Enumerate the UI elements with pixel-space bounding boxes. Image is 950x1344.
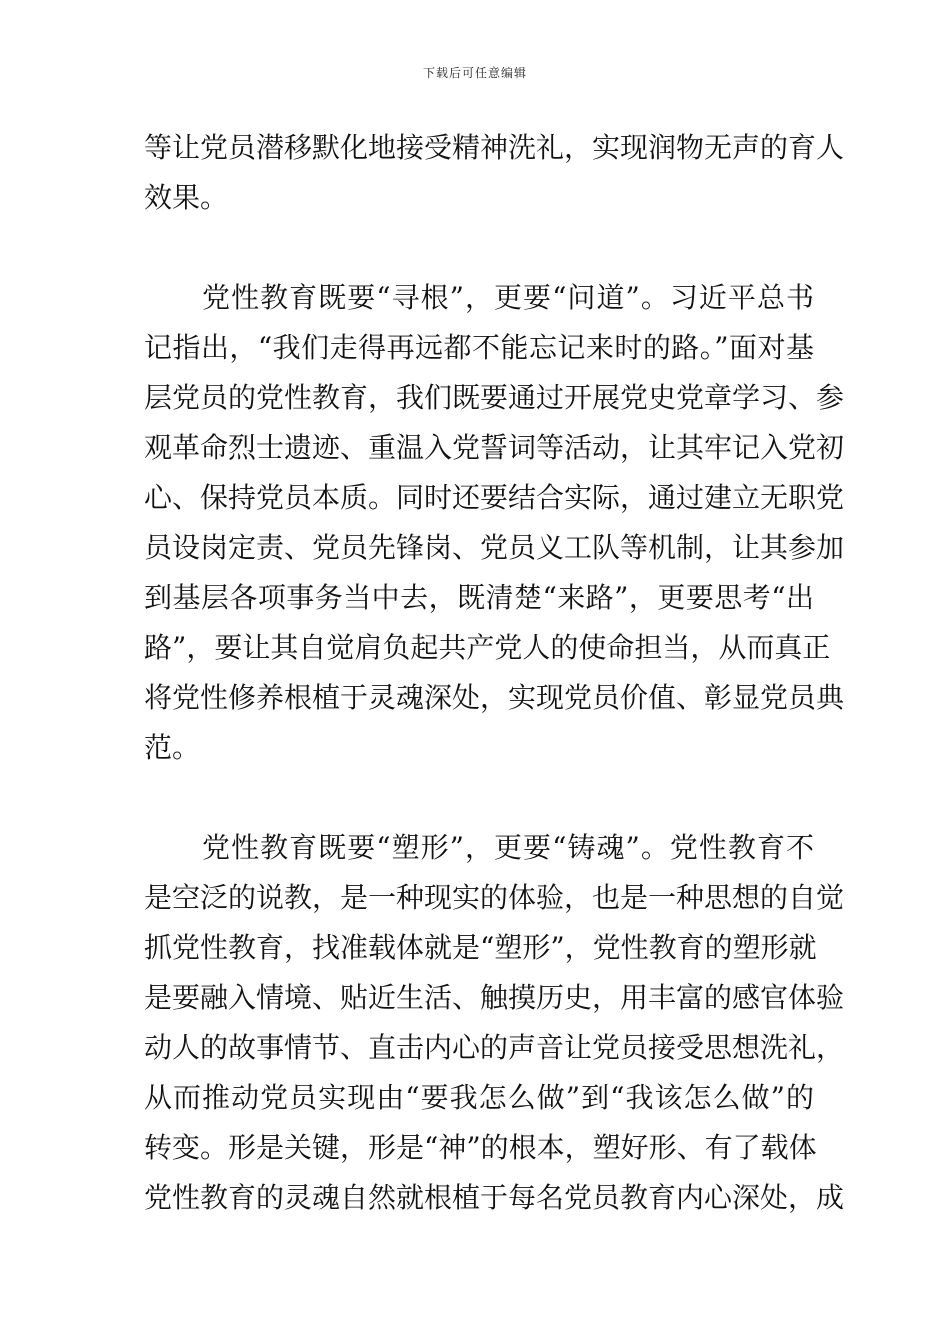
paragraph <box>144 273 845 773</box>
text-line: 将党性修养根植于灵魂深处，实现党员价值、彰显党员典 <box>144 681 845 714</box>
text-line: 记指出，“我们走得再远都不能忘记来时的路。”面对基 <box>144 331 814 364</box>
text-line: 员设岗定责、党员先锋岗、党员义工队等机制，让其参加 <box>144 531 845 564</box>
text-line: 党性教育的灵魂自然就根植于每名党员教育内心深处，成 <box>144 1181 845 1214</box>
text-line: 是要融入情境、贴近生活、触摸历史，用丰富的感官体验 <box>144 981 845 1014</box>
text-line: 抓党性教育，找准载体就是“塑形”，党性教育的塑形就 <box>144 931 817 964</box>
text-line: 动人的故事情节、直击内心的声音让党员接受思想洗礼， <box>144 1031 845 1064</box>
text-line: 等让党员潜移默化地接受精神洗礼，实现润物无声的育人 <box>144 131 845 164</box>
text-line: 观革命烈士遗迹、重温入党誓词等活动，让其牢记入党初 <box>144 431 845 464</box>
document-body <box>144 123 845 1223</box>
text-line: 范。 <box>144 731 201 764</box>
text-line: 效果。 <box>144 181 229 214</box>
text-line: 党性教育既要“塑形”，更要“铸魂”。党性教育不 <box>144 831 814 864</box>
text-line: 心、保持党员本质。同时还要结合实际，通过建立无职党 <box>144 481 845 514</box>
paragraph-gap <box>144 773 814 823</box>
text-line: 到基层各项事务当中去，既清楚“来路”，更要思考“出 <box>144 581 814 614</box>
text-line: 从而推动党员实现由“要我怎么做”到“我该怎么做”的 <box>144 1081 814 1114</box>
text-line: 层党员的党性教育，我们既要通过开展党史党章学习、参 <box>144 381 845 414</box>
text-line: 是空泛的说教，是一种现实的体验，也是一种思想的自觉 <box>144 881 845 914</box>
paragraph <box>144 123 845 223</box>
text-line: 转变。形是关键，形是“神”的根本，塑好形、有了载体 <box>144 1131 817 1164</box>
text-line: 党性教育既要“寻根”，更要“问道”。习近平总书 <box>144 281 814 314</box>
paragraph <box>144 823 845 1223</box>
text-line: 路”，要让其自觉肩负起共产党人的使命担当，从而真正 <box>144 631 831 664</box>
page-header: 下载后可任意编辑 <box>422 66 527 80</box>
paragraph-gap <box>144 223 814 273</box>
